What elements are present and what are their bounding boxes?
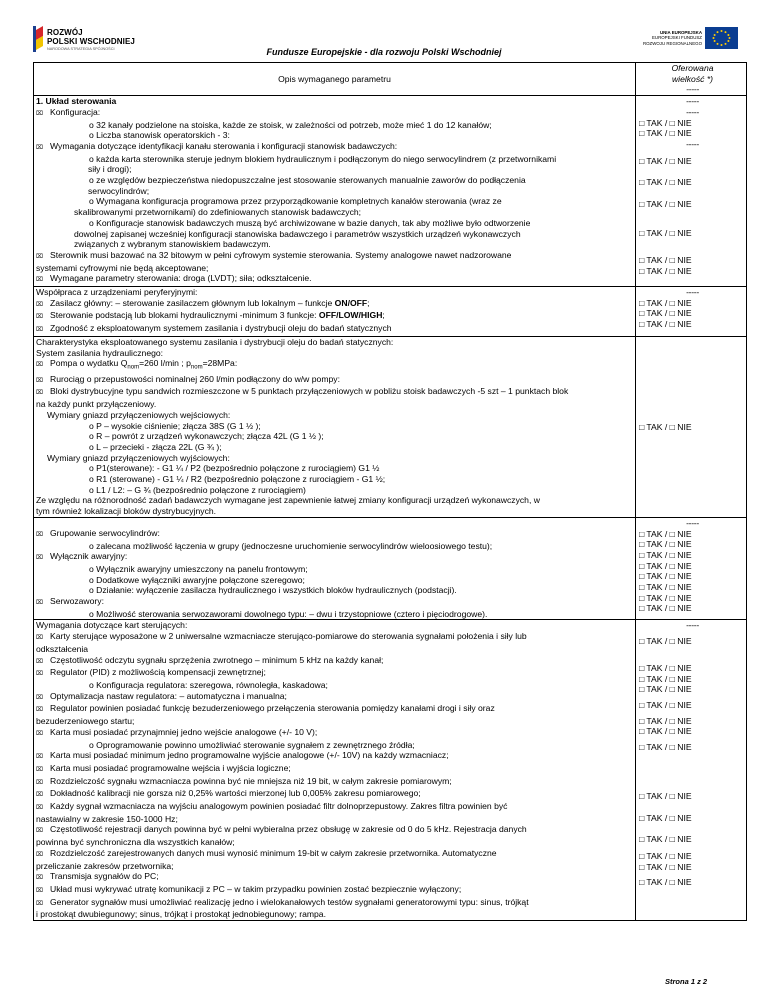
list-item: o Oprogramowanie powinno umożliwiać sterowanie sygnałem z zewnętrznego źródła; — [89, 739, 415, 750]
dash-mark: ----- — [686, 138, 699, 149]
list-item-cont: i prostokąt dwubiegunowy; sinus, trójkąt i prostokąt jednobiegunowy; rampa. — [36, 909, 326, 920]
list-item — [36, 310, 633, 323]
list-item — [36, 386, 633, 399]
list-item: o zalecana możliwość łączenia w grupy (jednoczesne uruchomienie serwocylindrów wieloosiowego testu); — [89, 540, 493, 551]
eu-text-line1: UNIA EUROPEJSKA — [659, 30, 702, 35]
header-subtitle: Fundusze Europejskie - dla rozwoju Polski Wschodniej — [266, 47, 502, 57]
section-line: Wymiary gniazd przyłączeniowych wyjściowych: — [47, 452, 230, 463]
item-text: Możliwość sterowania serwozaworami dowolnego typu: – dwu i trzystopniowe (cztero i pięciodrogowe). — [96, 608, 488, 619]
item-text: 32 kanały podzielone na stoiska, każde ze stoisk, w zależności od potrzeb, może mieć 1 do 12 kanałów; — [96, 119, 492, 130]
list-item-cont: serwocylindrów; — [88, 185, 150, 196]
item-text: Karta musi posiadać programowalne wejścia i wyjścia logiczne; — [50, 762, 291, 773]
list-item-cont: przeliczanie zakresów przetwornika; — [36, 860, 174, 871]
list-item-cont: bezuderzeniowego startu; — [36, 716, 135, 727]
item-text: Konfiguracja: — [50, 106, 101, 117]
list-item — [36, 897, 633, 910]
section-title: 1. Układ sterowania — [36, 96, 117, 107]
list-item — [36, 374, 633, 387]
list-item: o każda karta sterownika steruje jednym blokiem hydraulicznym i podłączonym do niego serwocylindrem (z przetwornikami — [89, 153, 557, 164]
bullet-icon: ⌧ — [36, 301, 43, 308]
tak-nie-choice[interactable]: □ TAK / □ NIE — [639, 715, 692, 726]
item-text-bold: ON/OFF — [334, 297, 368, 308]
bullet-icon: ⌧ — [36, 635, 43, 642]
header-desc-cell: Opis wymaganego parametru — [34, 63, 636, 96]
list-item — [36, 801, 633, 814]
specification-table — [33, 62, 747, 921]
bullet-icon: ⌧ — [36, 314, 43, 321]
section5-values — [636, 620, 747, 921]
tak-nie-choice[interactable]: □ TAK / □ NIE — [639, 662, 692, 673]
item-text: ze względów bezpieczeństwa niedopuszczalne jest stosowanie sterowanych manualnie zaworów do podłączenia — [96, 175, 526, 186]
list-item-cont: nastawialny w zakresie 150-1000 Hz; — [36, 813, 178, 824]
table-row — [34, 620, 747, 921]
list-item: o Liczba stanowisk operatorskich - 3: — [89, 130, 230, 141]
eu-logo-text — [630, 30, 702, 46]
bullet-icon: ⌧ — [36, 277, 43, 284]
page-number: Strona 1 z 2 — [665, 977, 708, 986]
list-item — [36, 776, 633, 789]
tak-nie-choice[interactable]: □ TAK / □ NIE — [639, 117, 692, 128]
section4-desc — [34, 517, 636, 620]
list-item — [36, 631, 633, 644]
bullet-icon: ⌧ — [36, 805, 43, 812]
list-item-cont: na każdy punkt przyłączeniowy. — [36, 399, 157, 410]
item-text: =260 l/min ; p — [139, 358, 191, 369]
item-text: Wymagania dotyczące identyfikacji kanału sterowania i konfiguracji stanowisk badawczych: — [50, 140, 398, 151]
list-item — [36, 528, 633, 541]
tak-nie-choice[interactable]: □ TAK / □ NIE — [639, 266, 692, 277]
section2-values — [636, 287, 747, 337]
tak-nie-choice[interactable]: □ TAK / □ NIE — [639, 255, 692, 266]
bullet-icon: ⌧ — [36, 792, 43, 799]
list-item — [36, 848, 633, 861]
tak-nie-choice[interactable]: □ TAK / □ NIE — [639, 582, 692, 593]
table-row — [34, 336, 747, 517]
tak-nie-choice[interactable]: □ TAK / □ NIE — [639, 421, 692, 432]
list-item: o L – przecieki - złącza 22L (G ¾ ); — [89, 441, 222, 452]
section-line: tym również lokalizacji bloków dystrybucyjnych. — [36, 506, 217, 517]
section-line: Wymiary gniazd przyłączeniowych wejściowych: — [47, 409, 231, 420]
list-item: o Konfiguracje stanowisk badawczych muszą być archiwizowane w bazie danych, tak aby możliwe było odtworzenie — [89, 217, 531, 228]
bullet-icon: ⌧ — [36, 362, 43, 369]
logo-text-line1: ROZWÓJ — [47, 28, 83, 37]
list-item: o P1(sterowane): - G1 ¼ / P2 (bezpośrednio połączone z rurociągiem) G1 ½ — [89, 463, 380, 474]
tak-nie-choice[interactable]: □ TAK / □ NIE — [639, 319, 692, 330]
list-item: o Wymagana konfiguracja programowa przez przyporządkowanie kompletnych kanałów sterowania (wraz ze — [89, 196, 502, 207]
bullet-icon: ⌧ — [36, 851, 43, 858]
list-item — [36, 727, 633, 740]
tak-nie-choice[interactable]: □ TAK / □ NIE — [639, 155, 692, 166]
tak-nie-choice[interactable]: □ TAK / □ NIE — [639, 834, 692, 845]
tak-nie-choice[interactable]: □ TAK / □ NIE — [639, 699, 692, 710]
item-text: Wymagane parametry sterowania: droga (LVDT); siła; odkształcenie. — [50, 273, 312, 284]
tak-nie-choice[interactable]: □ TAK / □ NIE — [639, 560, 692, 571]
item-text: ; — [367, 297, 370, 308]
list-item-cont: skalibrowanymi przetwornikami) do zdefiniowanych stanowisk badawczych; — [74, 207, 362, 218]
bullet-icon: ⌧ — [36, 600, 43, 607]
item-text: Grupowanie serwocylindrów: — [50, 527, 160, 538]
item-text: Karta musi posiadać minimum jedno programowalne wyjście analogowe (+/- 10V) na każdy wzmacniacz; — [50, 750, 449, 761]
list-item — [36, 763, 633, 776]
item-text: Działanie: wyłączenie zasilacza hydraulicznego i wszystkich bloków hydraulicznych (podstacji). — [96, 585, 457, 596]
item-text: każda karta sterownika steruje jednym blokiem hydraulicznym i podłączonym do niego serwocylindrem (z przetwornikami — [96, 153, 557, 164]
tak-nie-choice[interactable]: □ TAK / □ NIE — [639, 726, 692, 737]
list-item — [36, 871, 633, 884]
item-text: Zasilacz główny: – sterowanie zasilaczem głównym lub lokalnym – funkcje — [50, 297, 335, 308]
list-item: o Wyłącznik awaryjny umieszczony na panelu frontowym; — [89, 563, 308, 574]
tak-nie-choice[interactable]: □ TAK / □ NIE — [639, 199, 692, 210]
item-text: Rozdzielczość zarejestrowanych danych musi wynosić minimum 19-bit w całym zakresie przetwornika. Automatyczne — [50, 847, 497, 858]
list-item-cont: dowolnej zapisanej wcześniej konfiguracji stanowiska badawczego i parametrów wszystkich urządzeń wykonawczych — [74, 228, 521, 239]
list-item-cont: systemami cyfrowymi nie będą akceptowane; — [36, 262, 209, 273]
list-item — [36, 250, 633, 263]
tak-nie-choice[interactable]: □ TAK / □ NIE — [639, 861, 692, 872]
section3-values — [636, 336, 747, 517]
item-text: Rurociąg o przepustowości nominalnej 260 l/min podłączony do w/w pompy: — [50, 373, 340, 384]
table-row — [34, 517, 747, 620]
item-text: Rozdzielczość sygnału wzmacniacza powinna być nie mniejsza niż 19 bit, w całym zakresie pomiarowym; — [50, 775, 452, 786]
tak-nie-choice[interactable]: □ TAK / □ NIE — [639, 636, 692, 647]
tak-nie-choice[interactable]: □ TAK / □ NIE — [639, 297, 692, 308]
list-item — [36, 273, 633, 286]
list-item-cont: związanych z wybranym stanowiskiem badawczym. — [74, 239, 271, 250]
item-text: R – powrót z urządzeń wykonawczych; złącza 42L (G 1 ½ ); — [96, 431, 324, 442]
item-text: Konfiguracje stanowisk badawczych muszą być archiwizowane w bazie danych, tak aby możliwe było odtworzenie — [96, 217, 531, 228]
tak-nie-choice[interactable]: □ TAK / □ NIE — [639, 549, 692, 560]
list-item: o R – powrót z urządzeń wykonawczych; złącza 42L (G 1 ½ ); — [89, 431, 324, 442]
section-line: Charakterystyka eksploatowanego systemu zasilania i dystrybucji oleju do badań statycznych: — [36, 336, 394, 347]
item-text: Zgodność z eksploatowanym systemem zasilania i dystrybucji oleju do badań statycznych — [50, 323, 392, 334]
item-text: Optymalizacja nastaw regulatora: – automatyczna i manualna; — [50, 690, 287, 701]
list-item — [36, 788, 633, 801]
item-text: Dodatkowe wyłączniki awaryjne połączone szeregowo; — [96, 574, 305, 585]
item-text: P1(sterowane): - G1 ¼ / P2 (bezpośrednio połączone z rurociągiem) G1 ½ — [96, 463, 380, 474]
subscript: nom — [190, 365, 203, 371]
section5-desc — [34, 620, 636, 921]
list-item: o P – wysokie ciśnienie; złącza 38S (G 1 ½ ); — [89, 420, 261, 431]
list-item — [36, 655, 633, 668]
bullet-icon: ⌧ — [36, 144, 43, 151]
item-text: Wyłącznik awaryjny: — [50, 551, 128, 562]
list-item — [36, 141, 633, 154]
item-text: =28MPa: — [202, 358, 238, 369]
item-text: Oprogramowanie powinno umożliwiać sterowanie sygnałem z zewnętrznego źródła; — [96, 739, 415, 750]
dash-mark: ----- — [686, 620, 699, 631]
item-text: Generator sygnałów musi umożliwiać realizację jedno i wielokanałowych testów sygnałami generatorowymi typu: sinus, trójkąt — [50, 896, 529, 907]
tak-nie-choice[interactable]: □ TAK / □ NIE — [639, 177, 692, 188]
list-item: o R1 (sterowane) - G1 ¼ / R2 (bezpośrednio połączone z rurociągiem - G1 ½; — [89, 474, 386, 485]
item-text: Pompa o wydatku Q — [50, 358, 128, 369]
item-text: ; — [382, 310, 385, 321]
item-text-bold: OFF/LOW/HIGH — [318, 310, 383, 321]
section-line: System zasilania hydraulicznego: — [36, 347, 164, 358]
dash-mark: ----- — [686, 106, 699, 117]
bullet-icon: ⌧ — [36, 779, 43, 786]
bullet-icon: ⌧ — [36, 658, 43, 665]
tak-nie-choice[interactable]: □ TAK / □ NIE — [639, 877, 692, 888]
list-item — [36, 298, 633, 311]
list-item — [36, 884, 633, 897]
item-text: Układ musi wykrywać utratę komunikacji z PC – w takim przypadku powinien zostać bezpiecznie wyłączony; — [50, 883, 462, 894]
list-item — [36, 107, 633, 120]
bullet-icon: ⌧ — [36, 327, 43, 334]
item-text: Częstotliwość rejestracji danych powinna być w pełni wybieralna przez obsługę w zakresie od 0 do 5 kHz. Rejestracja danych — [50, 824, 527, 835]
tak-nie-choice[interactable]: □ TAK / □ NIE — [639, 128, 692, 139]
item-text: R1 (sterowane) - G1 ¼ / R2 (bezpośrednio połączone z rurociągiem - G1 ½; — [96, 474, 386, 485]
list-item: o ze względów bezpieczeństwa niedopuszczalne jest stosowanie sterowanych manualnie zaworów do podłączenia — [89, 175, 526, 186]
list-item-cont: siły i drogi); — [88, 164, 132, 175]
list-item — [36, 667, 633, 680]
item-text: Regulator powinien posiadać funkcję bezuderzeniowego przełączenia sterowania pomiędzy kanałami drogi i siły oraz — [50, 703, 495, 714]
item-text: Sterownik musi bazować na 32 bitowym w pełni cyfrowym systemie sterowania. Systemy analogowe nawet nadzorowane — [50, 249, 512, 260]
list-item: o Dodatkowe wyłączniki awaryjne połączone szeregowo; — [89, 574, 305, 585]
bullet-icon: ⌧ — [36, 110, 43, 117]
item-text: Liczba stanowisk operatorskich - 3: — [96, 130, 230, 141]
dash-mark: ----- — [686, 517, 699, 528]
list-item: o L1 / L2: – G ¾ (bezpośrednio połączone z rurociągiem) — [89, 484, 306, 495]
bullet-icon: ⌧ — [36, 671, 43, 678]
section1-values — [636, 96, 747, 287]
tak-nie-choice[interactable]: □ TAK / □ NIE — [639, 673, 692, 684]
eu-text-line2: EUROPEJSKI FUNDUSZ — [651, 35, 702, 41]
item-text: Bloki dystrybucyjne typu sandwich rozmieszczone w 5 punktach przyłączeniowych w pobliżu stoisk badawczych -5 szt – 1 punktach blok — [50, 386, 569, 397]
item-text: Transmisja sygnałów do PC; — [50, 871, 159, 882]
eu-text-line3: ROZWOJU REGIONALNEGO — [642, 40, 702, 46]
bullet-icon: ⌧ — [36, 555, 43, 562]
logo-text-line2: POLSKI WSCHODNIEJ — [47, 37, 135, 46]
item-text: zalecana możliwość łączenia w grupy (jednoczesne uruchomienie serwocylindrów wieloosiowego testu); — [96, 540, 493, 551]
section-title: Współpraca z urządzeniami peryferyjnymi: — [36, 287, 198, 298]
bullet-icon: ⌧ — [36, 253, 43, 260]
list-item — [36, 703, 633, 716]
item-text: Wymagana konfiguracja programowa przez przyporządkowanie kompletnych kanałów sterowania (wraz ze — [96, 196, 502, 207]
list-item — [36, 323, 633, 336]
section3-desc — [34, 336, 636, 517]
item-text: L1 / L2: – G ¾ (bezpośrednio połączone z rurociągiem) — [96, 484, 306, 495]
list-item: o Konfiguracja regulatora: szeregowa, równoległa, kaskadowa; — [89, 679, 328, 690]
bullet-icon: ⌧ — [36, 754, 43, 761]
tak-nie-choice[interactable]: □ TAK / □ NIE — [639, 684, 692, 695]
item-text: P – wysokie ciśnienie; złącza 38S (G 1 ½ ); — [96, 420, 261, 431]
tak-nie-choice[interactable]: □ TAK / □ NIE — [639, 812, 692, 823]
tak-nie-choice[interactable]: □ TAK / □ NIE — [639, 850, 692, 861]
tak-nie-choice[interactable]: □ TAK / □ NIE — [639, 528, 692, 539]
tak-nie-choice[interactable]: □ TAK / □ NIE — [639, 539, 692, 550]
item-text: Częstotliwość odczytu sygnału sprzężenia zwrotnego – minimum 5 kHz na każdy kanał; — [50, 654, 384, 665]
dash-mark: ----- — [686, 287, 699, 298]
header-val-line2: wielkość *) — [671, 73, 714, 84]
tak-nie-choice[interactable]: □ TAK / □ NIE — [639, 790, 692, 801]
item-text: Karty sterujące wyposażone w 2 uniwersalne wzmacniacze sterująco-pomiarowe do sterowania sygnałami położenia i siły lub — [50, 631, 527, 642]
item-text: Wyłącznik awaryjny umieszczony na panelu frontowym; — [96, 563, 308, 574]
bullet-icon: ⌧ — [36, 377, 43, 384]
section2-desc — [34, 287, 636, 337]
list-item — [36, 750, 633, 763]
header-val-cell — [636, 63, 747, 96]
tak-nie-choice[interactable]: □ TAK / □ NIE — [639, 592, 692, 603]
page-header — [0, 0, 768, 70]
list-item — [36, 596, 633, 609]
bullet-icon: ⌧ — [36, 875, 43, 882]
tak-nie-choice[interactable]: □ TAK / □ NIE — [639, 742, 692, 753]
section1-desc — [34, 96, 636, 287]
tak-nie-choice[interactable]: □ TAK / □ NIE — [639, 308, 692, 319]
item-text: Dokładność kalibracji nie gorsza niż 0,25% wartości mierzonej lub 0,005% zakresu pomiarowego; — [50, 788, 421, 799]
list-item: o Możliwość sterowania serwozaworami dowolnego typu: – dwu i trzystopniowe (cztero i pięciodrogowe). — [89, 608, 488, 619]
item-text: Karta musi posiadać przynajmniej jedno wejście analogowe (+/- 10 V); — [50, 726, 318, 737]
list-item-cont: powinna być synchroniczna dla wszystkich kanałów; — [36, 837, 235, 848]
header-val-line1: Oferowana — [671, 63, 714, 73]
item-text: Konfiguracja regulatora: szeregowa, równoległa, kaskadowa; — [96, 679, 328, 690]
bullet-icon: ⌧ — [36, 828, 43, 835]
table-header-row — [34, 63, 747, 96]
tak-nie-choice[interactable]: □ TAK / □ NIE — [639, 227, 692, 238]
bullet-icon: ⌧ — [36, 900, 43, 907]
list-item — [36, 551, 633, 564]
list-item — [36, 358, 633, 373]
item-text: L – przecieki - złącza 22L (G ¾ ); — [96, 441, 222, 452]
item-text: Serwozawory: — [50, 596, 104, 607]
dash-mark: ----- — [686, 96, 699, 107]
table-row — [34, 287, 747, 337]
tak-nie-choice[interactable]: □ TAK / □ NIE — [639, 571, 692, 582]
item-text: Sterowanie podstacją lub blokami hydraulicznymi -minimum 3 funkcje: — [50, 310, 319, 321]
tak-nie-choice[interactable]: □ TAK / □ NIE — [639, 603, 692, 614]
bullet-icon: ⌧ — [36, 531, 43, 538]
bullet-icon: ⌧ — [36, 694, 43, 701]
item-text: Regulator (PID) z możliwością kompensacji zewnętrznej; — [50, 667, 266, 678]
bullet-icon: ⌧ — [36, 707, 43, 714]
bullet-icon: ⌧ — [36, 766, 43, 773]
list-item-cont: odkształcenia — [36, 643, 89, 654]
list-item: o 32 kanały podzielone na stoiska, każde ze stoisk, w zależności od potrzeb, może mieć 1 do 12 kanałów; — [89, 119, 492, 130]
section-title: Wymagania dotyczące kart sterujących: — [36, 620, 188, 631]
logo-text-line3: NARODOWA STRATEGIA SPÓJNOŚCI — [47, 47, 115, 51]
eu-flag-icon — [705, 27, 738, 49]
section4-values — [636, 517, 747, 620]
table-row — [34, 96, 747, 287]
section-line: Ze względu na różnorodność zadań badawczych wymagane jest zapewnienie łatwej zmiany konfiguracji urządzeń wykonawczych, w — [36, 495, 540, 506]
list-item — [36, 824, 633, 837]
bullet-icon: ⌧ — [36, 390, 43, 397]
list-item — [36, 691, 633, 704]
list-item: o Działanie: wyłączenie zasilacza hydraulicznego i wszystkich bloków hydraulicznych (podstacji). — [89, 585, 457, 596]
bullet-icon: ⌧ — [36, 730, 43, 737]
subscript: nom — [127, 365, 140, 371]
bullet-icon: ⌧ — [36, 887, 43, 894]
dash-mark: ----- — [686, 84, 699, 95]
item-text: Każdy sygnał wzmacniacza na wyjściu analogowym powinien posiadać filtr dolnoprzepustowy. Zakres filtra powinien być — [50, 801, 508, 812]
